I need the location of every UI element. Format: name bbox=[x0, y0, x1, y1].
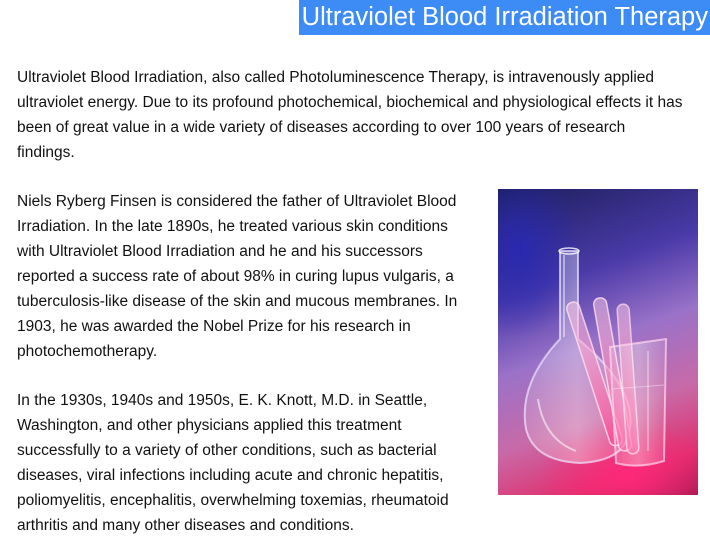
laboratory-glassware-photo bbox=[498, 189, 698, 495]
page-title: Ultraviolet Blood Irradiation Therapy bbox=[299, 0, 710, 35]
intro-paragraph: Ultraviolet Blood Irradiation, also called Photoluminescence Therapy, is intravenously applied ultraviolet energy. Due to its profound photochemical, biochemical and physiological effects it has been of great value in a wide variety of diseases according to over 100 years of research findings. bbox=[17, 69, 683, 161]
knott-paragraph: In the 1930s, 1940s and 1950s, E. K. Knott, M.D. in Seattle, Washington, and other physicians applied this treatment successfully to a variety of other conditions, such as bacterial diseases, viral infections including acute and chronic hepatitis, poliomyelitis, encephalitis, overwhelming toxemias, rheumatoid arthritis and many other diseases and conditions. bbox=[17, 392, 449, 534]
beaker-shape bbox=[610, 339, 666, 466]
glassware-illustration bbox=[498, 189, 698, 495]
finsen-paragraph: Niels Ryberg Finsen is considered the father of Ultraviolet Blood Irradiation. In the late 1890s, he treated various skin conditions with Ultraviolet Blood Irradiation and he and his successors reported a success rate of about 98% in curing lupus vulgaris, a tuberculosis-like disease of the skin and mucous membranes. In 1903, he was awarded the Nobel Prize for his research in photochemotherapy. bbox=[17, 193, 458, 360]
title-bar bbox=[0, 0, 710, 36]
